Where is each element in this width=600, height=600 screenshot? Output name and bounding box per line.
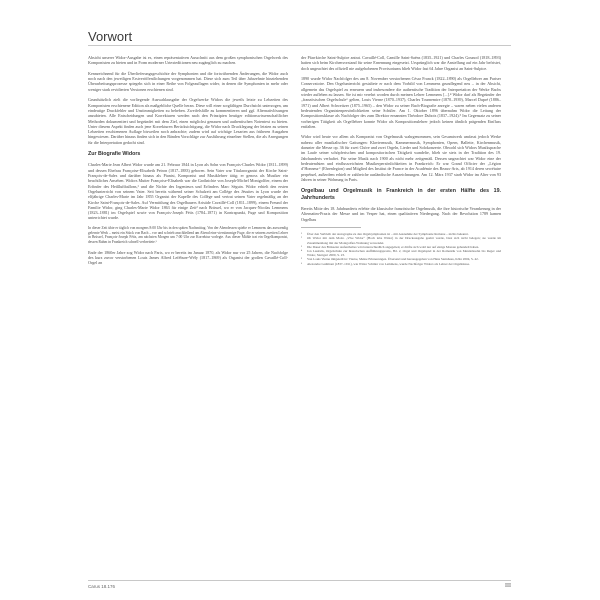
footnote: ² Ob Widor mit dem Motto „Vive Widor“ (Hoch lebe Widor) in der Druckausgabe geehrt wurde, lässt sich nicht belegen; sie wurde im Zusammenhang mit der Montgolfier-Wohnung verwendet.: [301, 236, 501, 245]
footnote: ¹ Über den Verbleib der Autographe zu den Orgelsymphonien ist – mit Ausnahme der Symphonie Romane – nichts bekannt.: [301, 232, 469, 237]
footnote: ⁵ Von Louis Vierne mitgeteilt in: Vierne, Meine Erinnerungen. Übersetzt und herausgegeben von Hans Steinhaus, Köln 2004, S. 42.: [301, 257, 479, 262]
right-column: [301, 55, 501, 266]
page-title: Vorwort: [88, 29, 133, 44]
page-number: III: [505, 583, 511, 589]
paragraph: der Pfarrkirche Saint-Sulpice antrat. Cavaillé-Coll, Camille Saint-Saëns (1835–1921) und Charles Gounod (1818–1893) hatten sich beim Kirchenvorstand für seine Ernennung eingesetzt. Ursprünglich war die Anstellung auf ein Jahr befristet, doch ungeachtet des offiziell nie aufgehobenen Provisoriums blieb Widor fast 64 Jahre Organist an Saint-Sulpice.: [301, 55, 501, 71]
paragraph: Grundsätzlich zielt die vorliegende Auswahlausgabe der Orgelwerke Widors die jeweils letzte zu Lebzeiten des Komponisten erschienene Edition als maßgebliche Quelle heran. Diese will einer sorgfältigen Durchsicht unterzogen, um eindeutige Druckfehler und Unstimmigkeiten zu beheben. Zweifelsfälle zu kommentieren und ggf. Alternativlösungen anzubieten. Alle Entscheidungen und Korrekturen werden nach den Prinzipien heutiger editionswissenschaftlicher Methoden dokumentiert und begründet mit dem Ziel, einen möglichst genauen und authentischen Notentext zu bieten. Unter diesem Aspekt finden auch jene Korrekturen Berücksichtigung, die Widor nach Drucklegung der letzten zu seinen Lebzeiten erschienenen Auflage bisweilen noch anbrachte; zudem wird auf wichtige Lesarten aus früheren Ausgaben hingewiesen. Darüber hinaus finden sich in den Bänden Vorschläge zur Ausführung einzelner Stellen, die als Anregungen für die Interpretation gedacht sind.: [88, 97, 288, 145]
header-rule: [88, 45, 511, 46]
section-heading-organ-building: Orgelbau und Orgelmusik in Frankreich in der ersten Hälfte des 19. Jahrhunderts: [301, 188, 501, 201]
footnote: ³ Die Dauer des Brüsseler Aufenthaltes wird unterschiedlich angegeben; er dürfte sich wohl nur auf einige Monate gehandelt haben.: [301, 244, 480, 249]
footnote-rule: [301, 227, 361, 228]
paragraph: Widor wird heute vor allem als Komponist von Orgelmusik wahrgenommen, sein Gesamtwerk umfasst jedoch Werke nahezu aller musikalischer Gattungen: Klaviermusik, Kammermusik, Symphonien, Opern, Ballette, Kirchenmusik, darunter die Messe op. 36 für zwei Chöre und zwei Orgeln, Lieder und Solokonzerte. Obwohl sich Widors Musiksprache im Laufe seiner schöpferischen und kompositorischen Tätigkeit wandelte, blieb sie stets in der Tradition des 19. Jahrhunderts verhaftet. Für seine Musik nach 1900 als nicht mehr zeitgemäß. Dessen ungeachtet war Widor eine der bedeutendsten und einflussreichsten Musikerpersönlichkeiten in Frankreich: Er war Grand Officier der „Légion d’Honneur“ (Ehrenlegion) und Mitglied des Institut de France in der Académie des Beaux-Arts, ab 1914 deren secrétaire perpétuel, außerdem erhielt er zahlreiche ausländische Auszeichnungen. Am 12. März 1937 starb Widor im Alter von 93 Jahren in seiner Wohnung in Paris.: [301, 134, 501, 182]
paragraph: Charles-Marie Jean Albert Widor wurde am 21. Februar 1844 in Lyon als Sohn von François-Charles Widor (1811–1899) und dessen Ehefrau Françoise-Elisabeth Peiron (1817–1883) geboren. Sein Vater war Titularorganist der Kirche Saint-François-de-Sales und darüber hinaus als Pianist, Komponist und Musiklehrer tätig; er genoss als Musiker ein beachtliches Ansehen. Widors Mutter Françoise-Elisabeth war die Großnichte von Joseph-Michel Montgolfier, einem der Erfinder des Heißluftballons,¹ und die Nichte des Ingenieurs und Erfinders Marc Séguin. Widor erhielt den ersten Orgelunterricht von seinem Vater. Seit bereits während seiner Schulzeit am Collège des Jésuites in Lyon wurde der elfjährige Charles-Marie im Jahr 1855 Organist der Kapelle des Collège und vertrat seinen Vater regelmäßig an der Kirche Saint-François-de-Sales. Auf Vermittlung des Orgelbauers Aristide Cavaillé-Coll (1811–1899), einem Freund der Familie Widor, ging Charles-Marie Widor 1863 für einige Zeit² nach Brüssel, wo er von Jacques-Nicolas Lemmens (1823–1881) im Orgelspiel sowie von François-Joseph Fétis (1784–1871) in Kontrapunkt, Fuge und Komposition unterrichtet wurde.: [88, 162, 288, 221]
paragraph: Ende der 1860er Jahre zog Widor nach Paris, wo er bereits im Januar 1870, als Widor nur vor 25 Jahren, die Nachfolge des kurz zuvor verstorbenen Louis James Alfred Lefébure-Wély (1817–1869) als Organist der großen Cavaillé-Coll-Orgel an: [88, 249, 288, 266]
paragraph: Bereits Mitte des 18. Jahrhunderts erlebte die klassische französische Orgelmusik, die ihre historische Verankerung in der Alternatim-Praxis der Messe und im Vesper hat, einen qualitativen Niedergang. Nach der Revolution 1789 kamen Orgelbau: [301, 205, 501, 222]
footnote: ⁴ Jon Laukvik, Orgelschule zur historischen Aufführungspraxis, Bd. 2, Orgel und Orgelspiel in der Romantik von Mendelssohn bis Reger und Widor, Stuttgart 2000, S. 23.: [301, 248, 501, 258]
catalog-number: Carus 18.176: [88, 584, 116, 589]
quote-block: In dieser Zeit übte er täglich von morgens 8:00 Uhr bis in den späten Nachmittag. Von der Abendessen spielte er Lemmens das auswendig gelernte Werk – meist ein Stück von Bach – vor und schrieb anschließend am Abend eine vierstimmige Fuge, die er seinem zweiten Lehrer in Brüssel, François-Joseph Fétis, am nächsten Morgen um 7:00 Uhr zur Korrektur vorlegte. Aus dieser Mühle trat ein Orgelkomponist, dessen Ruhm in Frankreich schnell verbreitete.³: [88, 226, 288, 244]
paragraph: Kennzeichnend für die Überlieferungsgeschichte der Symphonien und die fortwährenden Änderungen, die Widor auch noch nach den jeweiligen Erstveröffentlichungen vorgenommen hat. Diese sich zum Teil über Jahrzehnte hinziehenden Überarbeitungsprozesse spiegeln sich in einer Reihe von Folgeauflagen wider, in denen die Symphonien in mehr oder weniger stark revidierten Versionen erschienen sind.: [88, 70, 288, 92]
section-heading-biography: Zur Biografie Widors: [88, 151, 141, 158]
paragraph: Absicht unserer Widor-Ausgabe ist es, einen repräsentativen Ausschnitt aus dem großen symphonischen Orgelwerk des Komponisten zu bieten und in Form moderner Urtexteditionen neu zugänglich zu machen.: [88, 55, 288, 66]
footnote: ⁶ Alexandre Guilmant (1837–1911), wie Widor Schüler von Lemmens, wurde Nachfolger Widors als Lehrer der Orgelklasse.: [301, 261, 470, 266]
footer-rule: [88, 580, 511, 581]
footnotes: [301, 232, 501, 266]
paragraph: 1890 wurde Widor Nachfolger des am 8. November verstorbenen César Franck (1822–1890) als Orgellehrer am Pariser Conservatoire. Den Orgelunterricht gestaltete er nach dem Vorbild von Lemmens grundlegend neu – in der Absicht, allgemein das Orgelspiel zu erneuern und insbesondere die authentische Tradition der Interpretation der Werke Bachs wieder aufleben zu lassen. Sie ist mir verehrt worden durch meinen Lehrer Lemmens [...].⁴ Widor darf als Begründer der „französischen Orgelschule“ gelten, Louis Vierne (1870–1937), Charles Tournemire (1870–1939), Marcel Dupré (1886–1971) und Albert Schweitzer (1875–1965) – den Widor zu seiner Bach-Biografie anregte – waren neben vielen anderen bedeutenden Organistenpersönlichkeiten seine Schüler. Am 1. Oktober 1896 übernahm Widor die Leitung der Kompositionsklasse als Nachfolger des zum Direktor ernannten Théodore Dubois (1837–1924).⁵ Im Gegensatz zu seiner vorherigen Tätigkeit als Orgellehrer konnte Widor als Kompositionslehrer jedoch keinen ähnlich prägenden Einfluss entfalten.: [301, 76, 501, 129]
left-column: [88, 55, 288, 271]
